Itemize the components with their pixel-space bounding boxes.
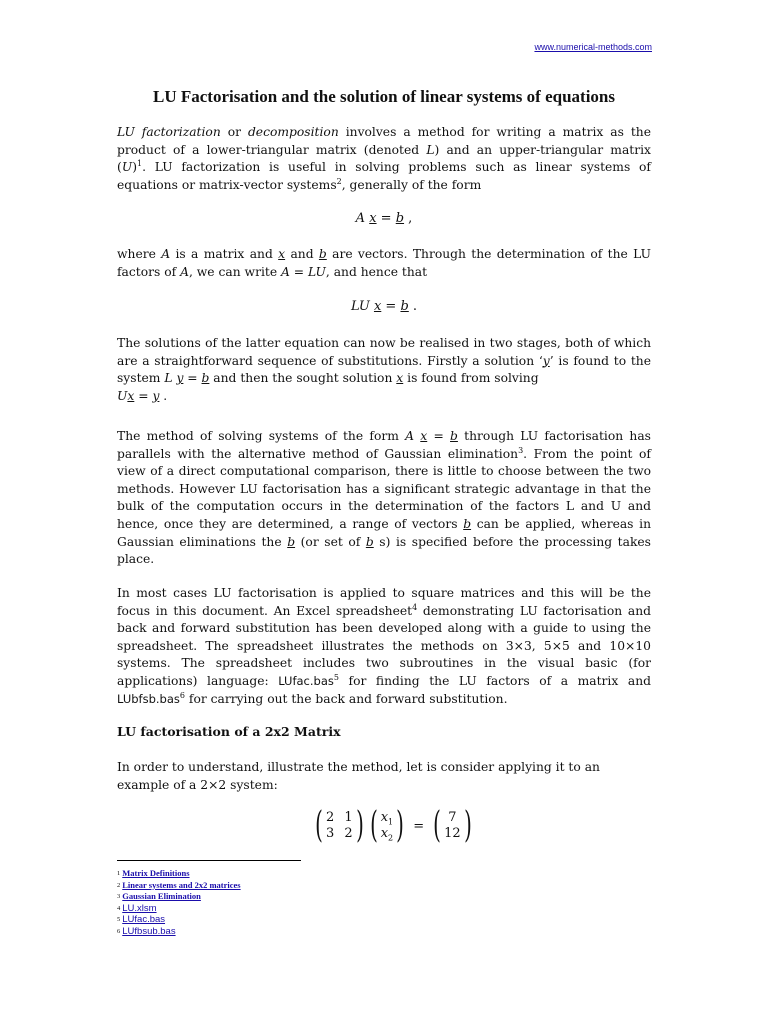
symbol: b: [463, 516, 472, 531]
symbol: b: [318, 247, 327, 261]
matrix-cell: 1: [344, 810, 353, 825]
symbol-U: U: [121, 160, 133, 175]
footnote-link[interactable]: LUfbsub.bas: [122, 925, 176, 937]
footnote-number: 6: [117, 927, 121, 935]
text: where: [117, 247, 162, 261]
footnote-ref-2[interactable]: 2: [336, 176, 342, 186]
filename-lubfsb: LUbfsb.bas: [117, 691, 180, 706]
text: can be applied, whereas in Gaussian eliminations the: [117, 516, 651, 549]
footnote-link[interactable]: Matrix Definitions: [122, 868, 190, 878]
matrix-cell: 2: [344, 826, 353, 841]
text: ): [132, 160, 137, 175]
symbol-L: L: [426, 142, 435, 157]
document-title: LU Factorisation and the solution of linear systems of equations: [152, 87, 615, 106]
text: The solutions of the latter equation can now be realised in two stages, both of which are a straightforward sequence of substitutions. Firstly a solution ‘: [117, 336, 651, 368]
paragraph-example: [117, 759, 651, 794]
text: is found from solving: [403, 371, 539, 386]
footnote-2: [117, 880, 241, 892]
left-paren: (: [369, 805, 378, 846]
vector-cell: [381, 810, 393, 826]
eq-symbol: x: [369, 211, 377, 226]
website-link[interactable]: www.numerical-methods.com: [534, 42, 652, 52]
rhs-vector: [430, 805, 475, 846]
right-paren: ): [396, 805, 405, 846]
text: for carrying out the back and forward substitution.: [184, 691, 508, 706]
vector-cell: 7: [448, 810, 457, 825]
footnote-link[interactable]: Linear systems and 2x2 matrices: [122, 879, 241, 890]
symbol: b: [287, 534, 296, 549]
footnote-number: 2: [117, 881, 121, 889]
paragraph-two-stages: [117, 335, 651, 405]
vector-cell: [381, 826, 393, 842]
eq-symbol: b: [400, 299, 409, 314]
intro-paragraph: [117, 124, 651, 194]
unknown-vector: [367, 805, 408, 846]
footnote-ref-1[interactable]: 1: [137, 159, 143, 169]
text: (or set of: [295, 534, 366, 549]
footnote-divider: [117, 860, 301, 861]
symbol: x: [278, 247, 286, 261]
eq-operator: =: [376, 211, 396, 226]
symbol: x: [380, 826, 389, 841]
symbol: x: [380, 810, 389, 825]
filename-lufac: LUfac.bas: [278, 673, 334, 688]
footnote-5: [117, 914, 241, 926]
vector-cell: 12: [444, 826, 461, 841]
symbol: y: [152, 388, 160, 403]
equation-lux-b: [0, 299, 768, 314]
paragraph-comparison: [117, 428, 651, 569]
paragraph-spreadsheet: [117, 585, 651, 708]
text: and then the sought solution: [209, 371, 397, 386]
left-paren: (: [315, 805, 323, 846]
symbol: y: [542, 353, 550, 368]
text: , and hence that: [325, 264, 428, 279]
right-paren: ): [463, 805, 472, 846]
footnote-1: [117, 868, 241, 880]
symbol: b: [365, 534, 374, 549]
footnote-4: [117, 903, 241, 915]
text: and: [285, 247, 319, 261]
text: is a matrix and: [170, 247, 279, 261]
text: =: [134, 388, 153, 403]
coefficient-matrix: [312, 805, 367, 846]
text: are vectors. Through the determination of the LU factors of: [117, 247, 651, 279]
footnote-link[interactable]: LU.xlsm: [122, 902, 157, 914]
eq-punct: .: [408, 299, 418, 314]
footnote-link[interactable]: Gaussian Elimination: [122, 891, 201, 901]
symbol: A: [180, 264, 189, 279]
text: or: [220, 125, 248, 139]
footnote-number: 3: [117, 893, 121, 900]
text: =: [427, 429, 451, 443]
footnote-ref-6[interactable]: 6: [179, 690, 185, 700]
inline-equation: A = LU: [281, 264, 326, 279]
section-heading: LU factorisation of a 2x2 Matrix: [117, 724, 341, 739]
eq-symbol: LU: [350, 299, 374, 314]
subscript: 2: [388, 833, 394, 843]
symbol: A: [161, 247, 171, 261]
footnote-ref-5[interactable]: 5: [333, 672, 339, 682]
matrix-equation: [312, 806, 475, 846]
term-decomposition: decomposition: [247, 125, 339, 139]
text: . From the point of view of a direct computational comparison, there is little to choose between the two methods. However LU factorisation has a significant strategic advantage in that the bulk of the computation occurs in the determination of the factors L and U and hence, once they are determined, a range of vectors: [117, 446, 651, 531]
eq-symbol: A: [355, 211, 370, 226]
text: In order to understand, illustrate the method, let is consider applying it to an example of a 2×2 system:: [117, 760, 600, 792]
text: =: [183, 371, 202, 386]
text: In most cases LU factorisation is applied to square matrices and this will be the focus in this document. An Excel spreadsheet: [117, 586, 651, 618]
text: s) is specified before the processing takes place.: [117, 534, 651, 567]
text: .: [159, 388, 168, 403]
symbol: U: [117, 388, 128, 403]
footnote-number: 1: [117, 870, 121, 877]
text: involves a method for writing a matrix as the product of a lower-triangular matrix (denoted: [117, 125, 651, 157]
text: The method of solving systems of the form: [117, 429, 406, 443]
symbol: x: [396, 371, 404, 386]
equals-sign: =: [413, 818, 425, 834]
eq-punct: ,: [404, 211, 413, 226]
equation-ax-b: [0, 211, 768, 226]
symbol: x: [420, 429, 428, 443]
text: for finding the LU factors of a matrix and: [338, 673, 651, 688]
subscript: 1: [388, 817, 394, 827]
symbol: L: [164, 371, 177, 386]
left-paren: (: [433, 805, 441, 846]
eq-operator: =: [381, 299, 401, 314]
footnote-link[interactable]: LUfac.bas: [122, 914, 166, 925]
term-lu-factorization: LU factorization: [117, 125, 221, 139]
paragraph-where: [117, 246, 651, 281]
footnote-ref-4[interactable]: 4: [412, 602, 418, 612]
text: through LU factorisation has parallels with the alternative method of Gaussian elimination: [117, 429, 651, 461]
right-paren: ): [355, 805, 364, 846]
eq-symbol: x: [373, 299, 382, 314]
text: , we can write: [188, 264, 282, 279]
text: . LU factorization is useful in solving problems such as linear systems of equations or matrix-vector systems: [117, 160, 651, 192]
symbol: b: [450, 429, 458, 443]
eq-symbol: b: [395, 211, 405, 226]
text: , generally of the form: [341, 177, 482, 192]
footnote-3: [117, 891, 241, 903]
text: ) and an upper-triangular matrix (: [117, 142, 651, 175]
text: demonstrating LU factorisation and back and forward substitution has been developed along with a guide to using the spreadsheet. The spreadsheet illustrates the methods on 3×3, 5×5 and 10×10 systems. The spreadsheet includes two subroutines in the visual basic (for applications) language:: [117, 603, 651, 688]
footnote-ref-3[interactable]: 3: [518, 445, 524, 455]
footnotes: [117, 868, 241, 937]
matrix-cell: 3: [326, 826, 335, 841]
symbol: y: [176, 371, 184, 386]
text: ’ is found to the system: [117, 353, 651, 386]
footnote-number: 4: [117, 904, 121, 912]
symbol: b: [201, 371, 210, 386]
footnote-6: [117, 926, 241, 938]
matrix-cell: 2: [326, 810, 335, 825]
footnote-number: 5: [117, 916, 121, 923]
symbol: x: [127, 388, 135, 403]
symbol: A: [405, 429, 421, 443]
